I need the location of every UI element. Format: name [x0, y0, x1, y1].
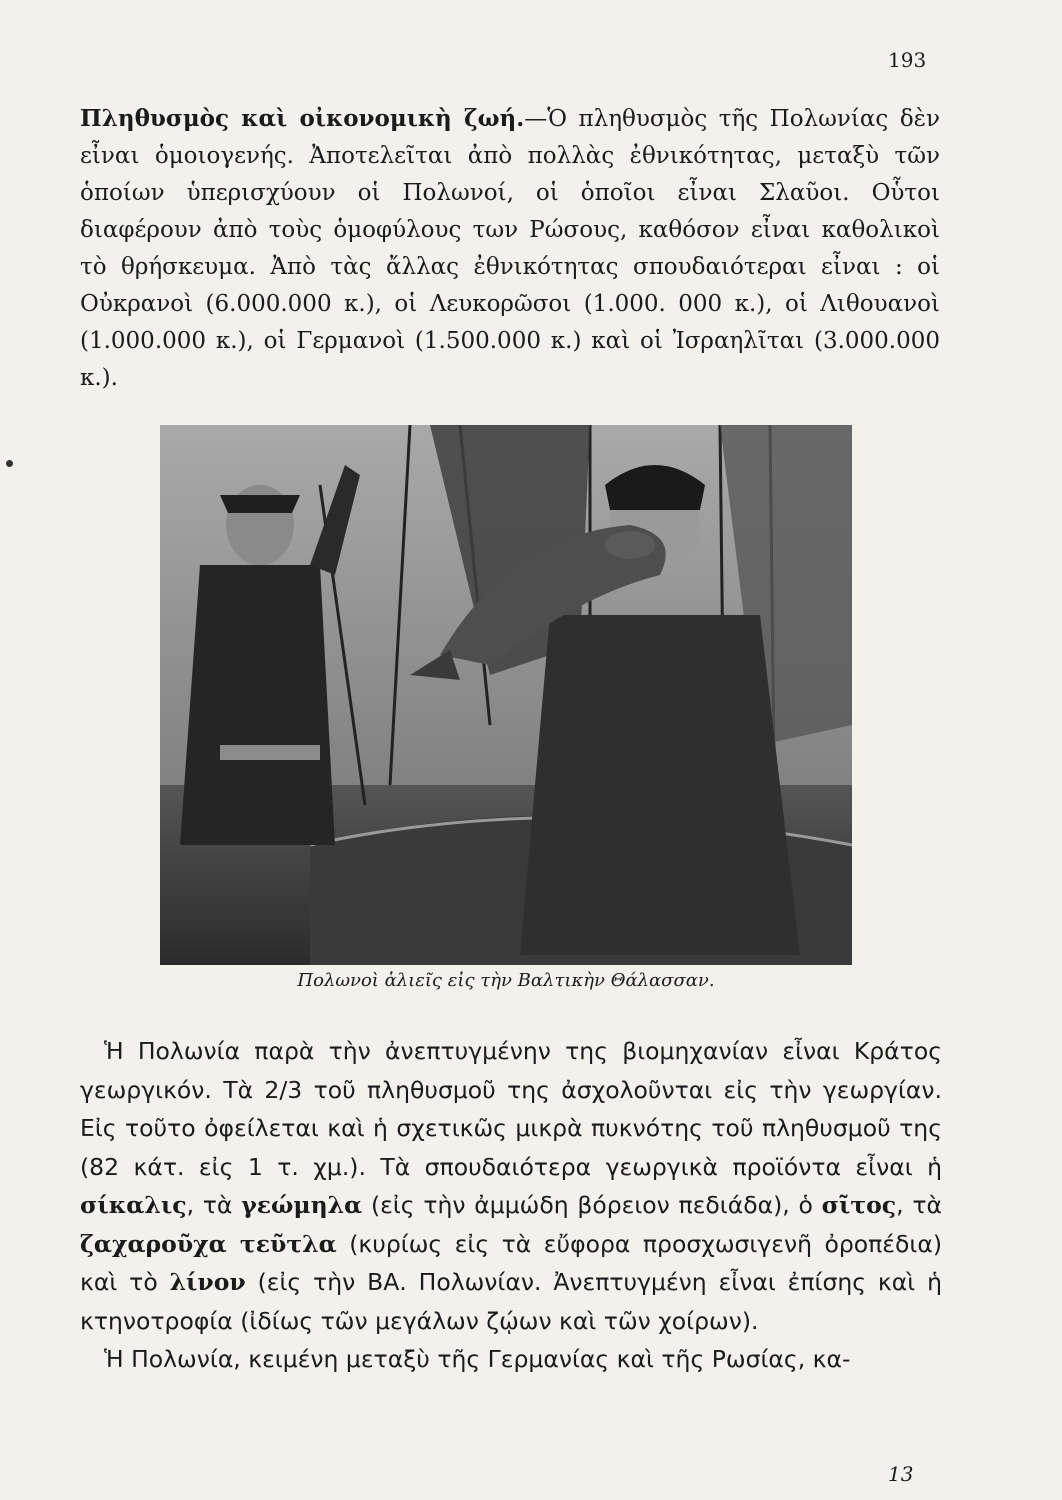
- crop-rye: σίκαλις: [80, 1191, 187, 1219]
- crop-sugar-beets: ζαχαροῦχα τεῦτλα: [80, 1229, 337, 1258]
- population-text: —Ὁ πληθυσμὸς τῆς Πολωνίας δὲν εἶναι ὁμοιογενής. Ἀποτελεῖται ἀπὸ πολλὰς ἐθνικότητας, μεταξὺ τῶν ὁποίων ὑπερισχύουν οἱ Πολωνοί, οἱ ὁποῖοι εἶναι Σλαῦοι. Οὗτοι διαφέρουν ἀπὸ τοὺς ὁμοφύλους των Ρώσους, καθόσον εἶναι καθολικοὶ τὸ θρήσκευμα. Ἀπὸ τὰς ἄλλας ἐθνικότητας σπουδαιότεραι εἶναι : οἱ Οὐκρανοὶ (6.000.000 κ.), οἱ Λευκορῶσοι (1.000. 000 κ.), οἱ Λιθουανοὶ (1.000.000 κ.), οἱ Γερμανοὶ (1.500.000 κ.) καὶ οἱ Ἰσραηλῖται (3.000.000 κ.).: [80, 106, 940, 391]
- crop-flax: λίνον: [169, 1268, 246, 1296]
- economy-text-2: , τὰ: [186, 1191, 242, 1219]
- economy-text-4: , τὰ: [896, 1191, 942, 1219]
- population-paragraph: [80, 100, 940, 397]
- margin-dot: [6, 460, 13, 467]
- page-number: 193: [888, 48, 927, 72]
- photo-caption: Πολωνοὶ ἁλιεῖς εἰς τὴν Βαλτικὴν Θάλασσαν.: [297, 970, 715, 991]
- economy-text-1: Ἡ Πολωνία παρὰ τὴν ἀνεπτυγμένην της βιομηχανίαν εἶναι Κράτος γεωργικόν. Τὰ 2/3 τοῦ πληθυσμοῦ της ἀσχολοῦνται εἰς τὴν γεωργίαν. Εἰς τοῦτο ὀφείλεται καὶ ἡ σχετικῶς μικρὰ πυκνότης τοῦ πληθυσμοῦ της (82 κάτ. εἰς 1 τ. χμ.). Τὰ σπουδαιότερα γεωργικὰ προϊόντα εἶναι ἡ: [80, 1037, 942, 1181]
- fishermen-photo: [160, 425, 852, 965]
- economy-paragraph: [80, 1032, 942, 1379]
- crop-potatoes: γεώμηλα: [241, 1191, 363, 1219]
- crop-wheat: σῖτος: [821, 1191, 897, 1219]
- economy-text-6: (εἰς τὴν ΒΑ. Πολωνίαν. Ἀνεπτυγμένη εἶναι ἐπίσης καὶ ἡ κτηνοτροφία (ἰδίως τῶν μεγάλων ζῴων καὶ τῶν χοίρων).: [80, 1268, 942, 1335]
- signature-mark: 13: [888, 1462, 914, 1486]
- economy-text-5: (κυρίως εἰς τὰ εὔφορα προσχωσιγενῆ ὀροπέδια) καὶ τὸ: [80, 1229, 942, 1296]
- fishermen-photo-illustration: [160, 425, 852, 965]
- geography-paragraph: Ἡ Πολωνία, κειμένη μεταξὺ τῆς Γερμανίας καὶ τῆς Ρωσίας, κα-: [104, 1345, 851, 1373]
- economy-text-3: (εἰς τὴν ἀμμώδη βόρειον πεδιάδα), ὁ: [362, 1191, 822, 1219]
- section-heading: Πληθυσμὸς καὶ οἰκονομικὴ ζωή.: [80, 105, 525, 132]
